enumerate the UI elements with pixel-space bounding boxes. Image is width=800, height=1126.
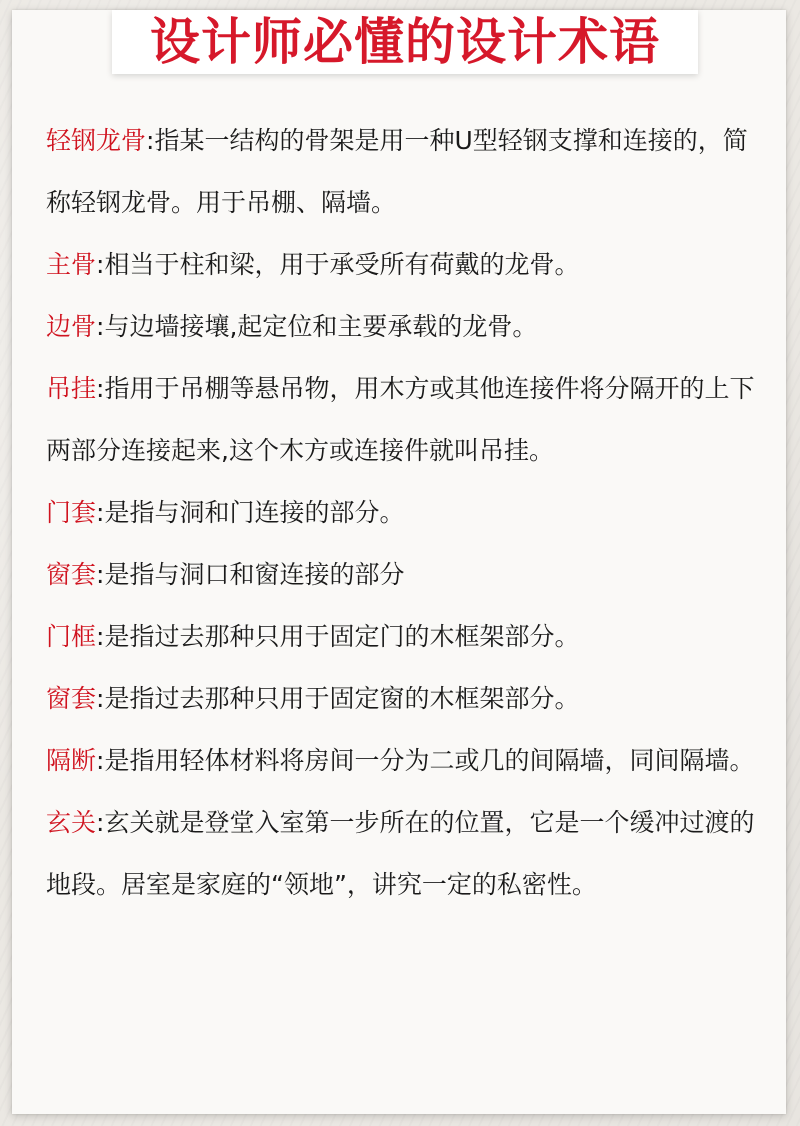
term-definition: :指某一结构的骨架是用一种U型轻钢支撑和连接的，简称轻钢龙骨。用于吊棚、隔墙。 bbox=[46, 126, 748, 217]
term-name: 窗套 bbox=[46, 560, 97, 589]
term-entry bbox=[46, 296, 764, 358]
term-entry bbox=[46, 110, 764, 234]
term-name: 吊挂 bbox=[46, 374, 97, 403]
term-name: 门框 bbox=[46, 622, 97, 651]
term-definition: :是指与洞口和窗连接的部分 bbox=[96, 560, 405, 589]
term-name: 边骨 bbox=[46, 312, 97, 341]
term-definition: :指用于吊棚等悬吊物，用木方或其他连接件将分隔开的上下两部分连接起来,这个木方或连接件就叫吊挂。 bbox=[46, 374, 755, 465]
term-definition: :是指用轻体材料将房间一分为二或几的间隔墙，同间隔墙。 bbox=[96, 746, 755, 775]
document-card bbox=[12, 10, 786, 1114]
term-entry bbox=[46, 482, 764, 544]
term-definition: :玄关就是登堂入室第一步所在的位置，它是一个缓冲过渡的地段。居室是家庭的“领地”，讲究一定的私密性。 bbox=[46, 808, 755, 899]
term-entry bbox=[46, 606, 764, 668]
term-definition: :是指过去那种只用于固定窗的木框架部分。 bbox=[96, 684, 580, 713]
term-name: 窗套 bbox=[46, 684, 97, 713]
term-definition: :是指过去那种只用于固定门的木框架部分。 bbox=[96, 622, 580, 651]
term-name: 玄关 bbox=[46, 808, 97, 837]
term-entry bbox=[46, 234, 764, 296]
term-entry bbox=[46, 544, 764, 606]
term-entry bbox=[46, 668, 764, 730]
term-entry bbox=[46, 730, 764, 792]
term-name: 主骨 bbox=[46, 250, 97, 279]
title-banner bbox=[112, 10, 698, 74]
term-definition: :相当于柱和梁，用于承受所有荷戴的龙骨。 bbox=[96, 250, 580, 279]
terms-list bbox=[46, 110, 764, 916]
term-name: 门套 bbox=[46, 498, 97, 527]
term-definition: :与边墙接壤,起定位和主要承载的龙骨。 bbox=[96, 312, 538, 341]
page-title: 设计师必懂的设计术语 bbox=[150, 13, 660, 71]
term-entry bbox=[46, 792, 764, 916]
term-name: 隔断 bbox=[46, 746, 97, 775]
term-entry bbox=[46, 358, 764, 482]
term-name: 轻钢龙骨 bbox=[46, 126, 147, 155]
term-definition: :是指与洞和门连接的部分。 bbox=[96, 498, 405, 527]
